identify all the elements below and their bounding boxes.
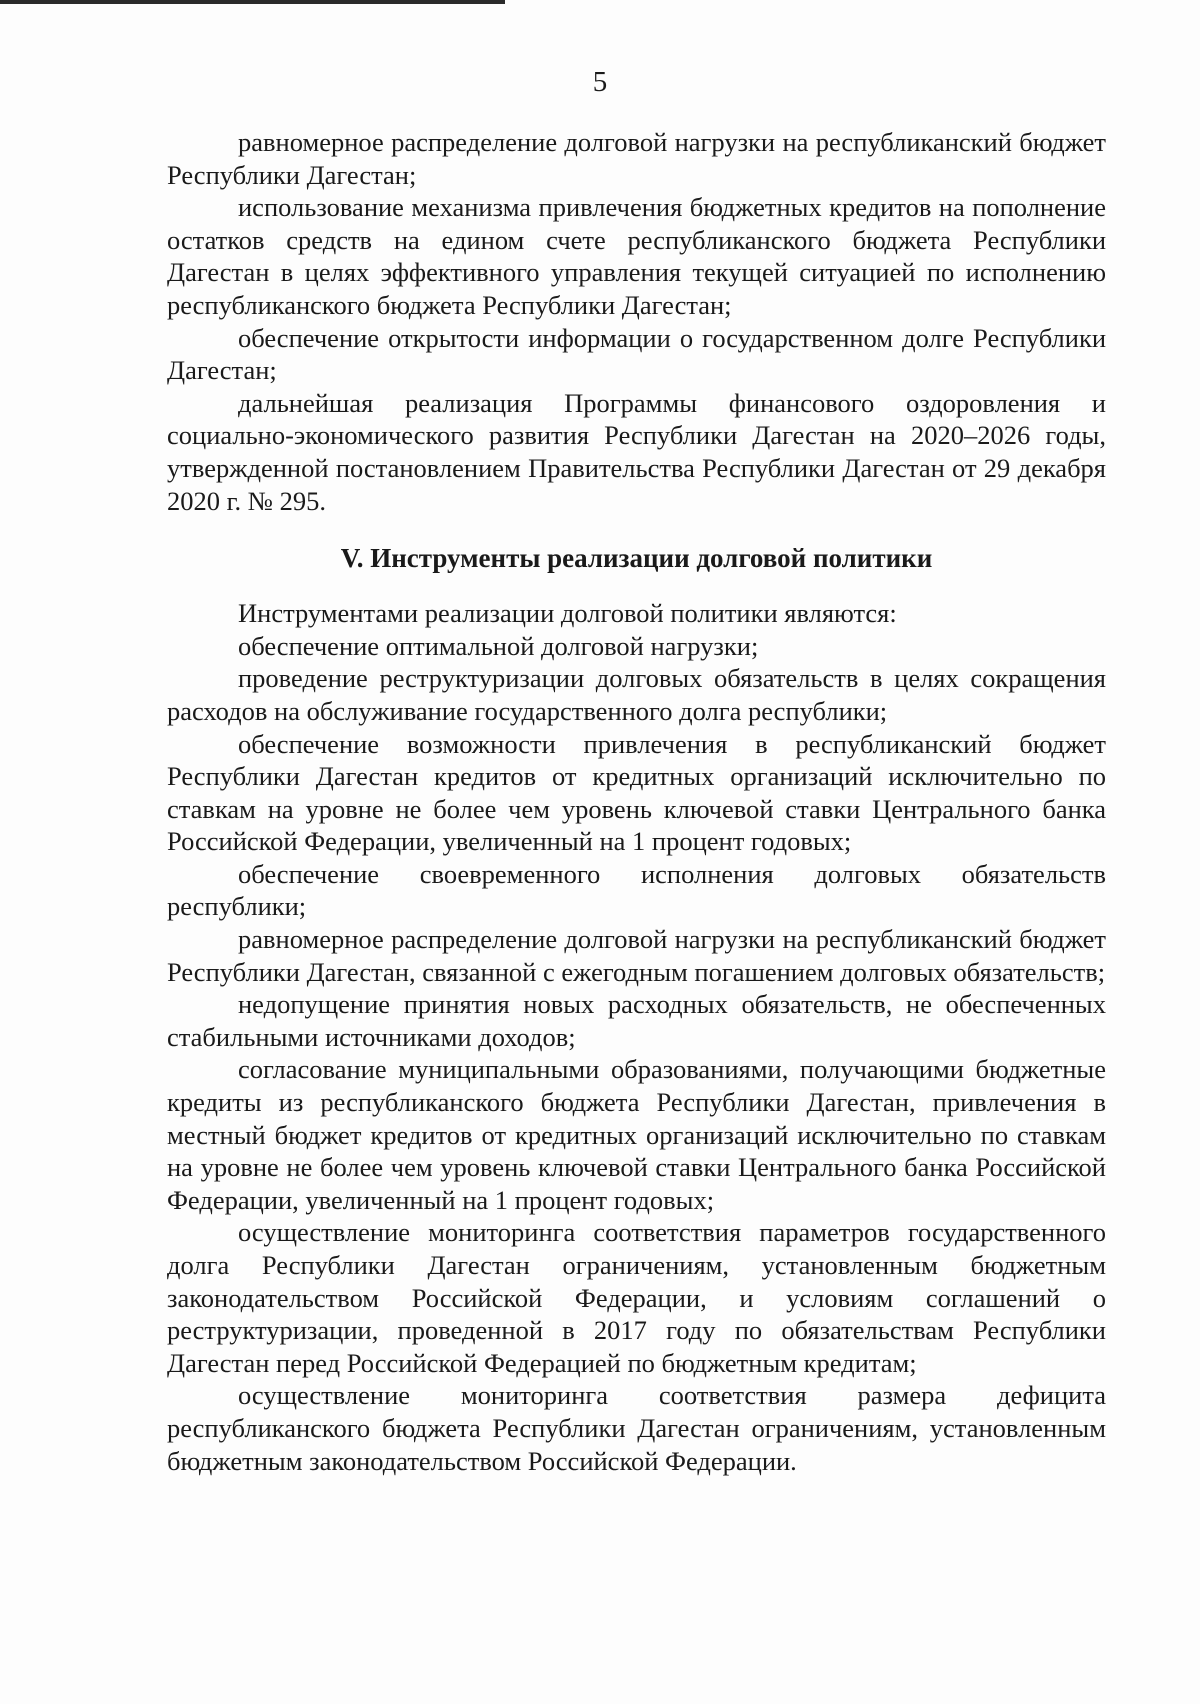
paragraph: Инструментами реализации долговой политики являются: [238,598,897,629]
section-heading: V. Инструменты реализации долговой политики [340,543,933,574]
paragraph: обеспечение открытости информации о государственном долге Республики Дагестан; [167,322,1106,386]
paragraph: равномерное распределение долговой нагрузки на республиканский бюджет Республики Дагестан; [167,127,1106,190]
top-edge-rule [0,0,505,4]
paragraph: обеспечение оптимальной долговой нагрузки; [238,630,759,661]
paragraph: осуществление мониторинга соответствия размера дефицита республиканского бюджета Республики Дагестан ограничениям, установленным бюджетным законодательством Российской Федерации. [167,1380,1106,1476]
paragraph: осуществление мониторинга соответствия параметров государственного долга Республики Дагестан ограничениям, установленным бюджетным законодательством Российской Федерации, и условиям соглашений о реструктуризации, проведенной в 2017 году по обязательствам Республики Дагестан перед Российской Федерацией по бюджетным кредитам; [167,1217,1106,1378]
paragraph: обеспечение возможности привлечения в республиканский бюджет Республики Дагестан кредитов от кредитных организаций исключительно по ставкам на уровне не более чем уровень ключевой ставки Центрального банка Российской Федерации, увеличенный на 1 процент годовых; [167,728,1106,857]
paragraph: равномерное распределение долговой нагрузки на республиканский бюджет Республики Дагестан, связанной с ежегодным погашением долговых обязательств; [167,924,1106,987]
page-number: 5 [592,66,608,98]
paragraph: недопущение принятия новых расходных обязательств, не обеспеченных стабильными источниками доходов; [167,989,1106,1052]
paragraph: проведение реструктуризации долговых обязательств в целях сокращения расходов на обслуживание государственного долга республики; [167,663,1106,726]
document-body [167,126,1106,1477]
paragraph: дальнейшая реализация Программы финансового оздоровления и социально-экономического развития Республики Дагестан на 2020–2026 годы, утвержденной постановлением Правительства Республики Дагестан от 29 декабря 2020 г. № 295. [167,387,1106,516]
paragraph: обеспечение своевременного исполнения долговых обязательств республики; [167,858,1106,922]
paragraph: согласование муниципальными образованиями, получающими бюджетные кредиты из республиканского бюджета Республики Дагестан, привлечения в местный бюджет кредитов от кредитных организаций исключительно по ставкам на уровне не более чем уровень ключевой ставки Центрального банка Российской Федерации, увеличенный на 1 процент годовых; [167,1054,1106,1215]
paragraph: использование механизма привлечения бюджетных кредитов на пополнение остатков средств на едином счете республиканского бюджета Республики Дагестан в целях эффективного управления текущей ситуацией по исполнению республиканского бюджета Республики Дагестан; [167,192,1106,320]
